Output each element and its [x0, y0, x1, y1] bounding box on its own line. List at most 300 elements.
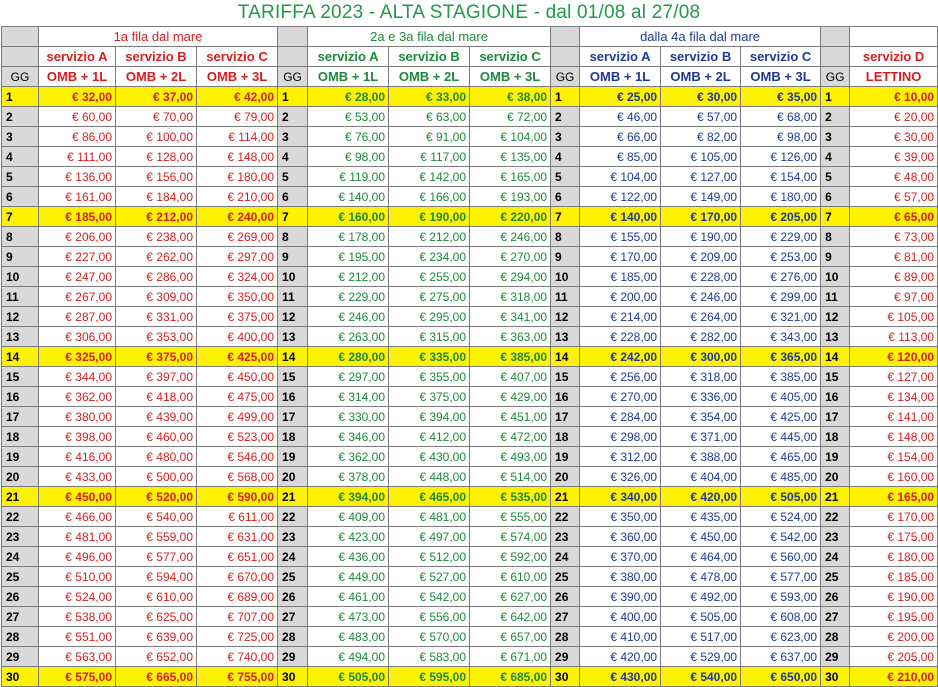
table-row	[2, 407, 938, 427]
price-cell: € 178,00	[308, 227, 389, 247]
price-cell: € 423,00	[308, 527, 389, 547]
day-cell: 25	[278, 567, 308, 587]
price-cell: € 493,00	[470, 447, 551, 467]
price-cell: € 657,00	[470, 627, 551, 647]
price-cell: € 165,00	[850, 487, 938, 507]
service-b-label: servizio B	[116, 47, 197, 67]
price-cell: € 505,00	[741, 487, 821, 507]
price-cell: € 610,00	[116, 587, 197, 607]
price-cell: € 38,00	[470, 87, 551, 107]
price-cell: € 642,00	[470, 607, 551, 627]
day-cell: 12	[278, 307, 308, 327]
price-cell: € 185,00	[850, 567, 938, 587]
price-cell: € 500,00	[116, 467, 197, 487]
price-cell: € 324,00	[197, 267, 278, 287]
price-cell: € 555,00	[470, 507, 551, 527]
combo-header-row	[2, 67, 938, 87]
price-cell: € 229,00	[308, 287, 389, 307]
service-a-label: servizio A	[580, 47, 661, 67]
price-cell: € 312,00	[580, 447, 661, 467]
day-cell: 21	[2, 487, 39, 507]
price-cell: € 570,00	[389, 627, 470, 647]
day-cell: 18	[2, 427, 39, 447]
price-cell: € 117,00	[389, 147, 470, 167]
price-cell: € 409,00	[308, 507, 389, 527]
price-cell: € 104,00	[470, 127, 551, 147]
service-header-row	[2, 47, 938, 67]
price-cell: € 148,00	[850, 427, 938, 447]
tariff-table	[1, 26, 938, 687]
price-cell: € 280,00	[308, 347, 389, 367]
price-cell: € 473,00	[308, 607, 389, 627]
price-cell: € 184,00	[116, 187, 197, 207]
price-cell: € 114,00	[197, 127, 278, 147]
price-cell: € 89,00	[850, 267, 938, 287]
price-cell: € 170,00	[580, 247, 661, 267]
day-cell: 16	[278, 387, 308, 407]
day-cell: 6	[821, 187, 850, 207]
table-row	[2, 107, 938, 127]
price-cell: € 483,00	[308, 627, 389, 647]
day-cell: 19	[2, 447, 39, 467]
price-cell: € 466,00	[39, 507, 116, 527]
day-cell: 2	[278, 107, 308, 127]
price-cell: € 623,00	[741, 627, 821, 647]
price-cell: € 297,00	[308, 367, 389, 387]
price-cell: € 551,00	[39, 627, 116, 647]
price-cell: € 353,00	[116, 327, 197, 347]
price-cell: € 97,00	[850, 287, 938, 307]
price-cell: € 267,00	[39, 287, 116, 307]
day-cell: 10	[278, 267, 308, 287]
day-cell: 8	[2, 227, 39, 247]
day-cell: 30	[2, 667, 39, 687]
price-cell: € 460,00	[116, 427, 197, 447]
price-cell: € 195,00	[308, 247, 389, 267]
price-cell: € 485,00	[741, 467, 821, 487]
price-cell: € 205,00	[741, 207, 821, 227]
gg-header-blank	[2, 47, 39, 67]
day-cell: 6	[551, 187, 580, 207]
price-cell: € 481,00	[39, 527, 116, 547]
price-cell: € 425,00	[741, 407, 821, 427]
price-cell: € 212,00	[116, 207, 197, 227]
price-cell: € 120,00	[850, 347, 938, 367]
price-cell: € 122,00	[580, 187, 661, 207]
price-cell: € 276,00	[741, 267, 821, 287]
price-cell: € 65,00	[850, 207, 938, 227]
gg-header-blank	[821, 27, 850, 47]
price-cell: € 378,00	[308, 467, 389, 487]
price-cell: € 193,00	[470, 187, 551, 207]
price-cell: € 98,00	[308, 147, 389, 167]
price-cell: € 72,00	[470, 107, 551, 127]
day-cell: 22	[2, 507, 39, 527]
price-cell: € 394,00	[308, 487, 389, 507]
price-cell: € 200,00	[850, 627, 938, 647]
price-cell: € 48,00	[850, 167, 938, 187]
price-cell: € 563,00	[39, 647, 116, 667]
price-cell: € 228,00	[580, 327, 661, 347]
price-cell: € 461,00	[308, 587, 389, 607]
day-cell: 6	[278, 187, 308, 207]
price-cell: € 464,00	[661, 547, 741, 567]
price-cell: € 246,00	[661, 287, 741, 307]
price-cell: € 73,00	[850, 227, 938, 247]
service-a-label: servizio A	[308, 47, 389, 67]
price-cell: € 380,00	[580, 567, 661, 587]
day-cell: 8	[551, 227, 580, 247]
price-cell: € 625,00	[116, 607, 197, 627]
day-cell: 28	[278, 627, 308, 647]
price-cell: € 517,00	[661, 627, 741, 647]
price-cell: € 390,00	[580, 587, 661, 607]
price-cell: € 478,00	[661, 567, 741, 587]
price-cell: € 505,00	[308, 667, 389, 687]
day-cell: 23	[278, 527, 308, 547]
price-cell: € 306,00	[39, 327, 116, 347]
combo-label: OMB + 3L	[470, 67, 551, 87]
table-row	[2, 507, 938, 527]
day-cell: 4	[2, 147, 39, 167]
price-cell: € 155,00	[580, 227, 661, 247]
price-cell: € 540,00	[116, 507, 197, 527]
day-cell: 8	[821, 227, 850, 247]
price-cell: € 346,00	[308, 427, 389, 447]
table-row	[2, 267, 938, 287]
table-row	[2, 327, 938, 347]
price-cell: € 275,00	[389, 287, 470, 307]
day-cell: 13	[278, 327, 308, 347]
price-cell: € 671,00	[470, 647, 551, 667]
price-cell: € 104,00	[580, 167, 661, 187]
day-cell: 25	[551, 567, 580, 587]
price-cell: € 650,00	[741, 667, 821, 687]
price-cell: € 535,00	[470, 487, 551, 507]
price-cell: € 35,00	[741, 87, 821, 107]
price-cell: € 725,00	[197, 627, 278, 647]
price-cell: € 228,00	[661, 267, 741, 287]
price-cell: € 253,00	[741, 247, 821, 267]
service-b-label: servizio B	[661, 47, 741, 67]
price-cell: € 180,00	[850, 547, 938, 567]
price-cell: € 209,00	[661, 247, 741, 267]
price-cell: € 81,00	[850, 247, 938, 267]
price-cell: € 481,00	[389, 507, 470, 527]
price-cell: € 450,00	[661, 527, 741, 547]
price-cell: € 238,00	[116, 227, 197, 247]
price-cell: € 494,00	[308, 647, 389, 667]
gg-header-blank	[821, 47, 850, 67]
day-cell: 17	[2, 407, 39, 427]
day-cell: 22	[278, 507, 308, 527]
price-cell: € 53,00	[308, 107, 389, 127]
price-cell: € 287,00	[39, 307, 116, 327]
price-cell: € 407,00	[470, 367, 551, 387]
day-cell: 8	[278, 227, 308, 247]
gg-header: GG	[551, 67, 580, 87]
price-cell: € 689,00	[197, 587, 278, 607]
price-cell: € 512,00	[389, 547, 470, 567]
price-cell: € 299,00	[741, 287, 821, 307]
price-cell: € 385,00	[741, 367, 821, 387]
price-cell: € 140,00	[308, 187, 389, 207]
price-cell: € 214,00	[580, 307, 661, 327]
price-cell: € 154,00	[850, 447, 938, 467]
price-cell: € 394,00	[389, 407, 470, 427]
day-cell: 14	[551, 347, 580, 367]
page-title: TARIFFA 2023 - ALTA STAGIONE - dal 01/08 al 27/08	[237, 2, 701, 23]
price-cell: € 294,00	[470, 267, 551, 287]
day-cell: 3	[2, 127, 39, 147]
day-cell: 14	[278, 347, 308, 367]
price-cell: € 205,00	[850, 647, 938, 667]
price-cell: € 529,00	[661, 647, 741, 667]
price-cell: € 665,00	[116, 667, 197, 687]
price-cell: € 755,00	[197, 667, 278, 687]
price-cell: € 651,00	[197, 547, 278, 567]
price-cell: € 325,00	[39, 347, 116, 367]
price-cell: € 362,00	[308, 447, 389, 467]
table-row	[2, 307, 938, 327]
price-cell: € 450,00	[197, 367, 278, 387]
price-cell: € 388,00	[661, 447, 741, 467]
table-row	[2, 527, 938, 547]
day-cell: 2	[821, 107, 850, 127]
price-cell: € 30,00	[850, 127, 938, 147]
price-cell: € 170,00	[661, 207, 741, 227]
price-cell: € 37,00	[116, 87, 197, 107]
price-cell: € 520,00	[116, 487, 197, 507]
price-cell: € 247,00	[39, 267, 116, 287]
combo-label: OMB + 1L	[308, 67, 389, 87]
group-header-row	[2, 27, 938, 47]
price-cell: € 85,00	[580, 147, 661, 167]
price-cell: € 185,00	[39, 207, 116, 227]
price-cell: € 242,00	[580, 347, 661, 367]
price-cell: € 360,00	[580, 527, 661, 547]
group-label-4a-fila: dalla 4a fila dal mare	[580, 27, 821, 47]
price-cell: € 560,00	[741, 547, 821, 567]
price-cell: € 451,00	[470, 407, 551, 427]
price-cell: € 180,00	[741, 187, 821, 207]
price-cell: € 556,00	[389, 607, 470, 627]
table-row	[2, 387, 938, 407]
price-cell: € 229,00	[741, 227, 821, 247]
price-cell: € 583,00	[389, 647, 470, 667]
price-cell: € 331,00	[116, 307, 197, 327]
day-cell: 22	[551, 507, 580, 527]
price-cell: € 297,00	[197, 247, 278, 267]
table-row	[2, 487, 938, 507]
table-row	[2, 647, 938, 667]
price-cell: € 142,00	[389, 167, 470, 187]
price-cell: € 32,00	[39, 87, 116, 107]
price-cell: € 631,00	[197, 527, 278, 547]
table-row	[2, 467, 938, 487]
day-cell: 20	[551, 467, 580, 487]
price-cell: € 141,00	[850, 407, 938, 427]
day-cell: 27	[2, 607, 39, 627]
day-cell: 10	[821, 267, 850, 287]
price-cell: € 336,00	[661, 387, 741, 407]
price-cell: € 315,00	[389, 327, 470, 347]
day-cell: 18	[278, 427, 308, 447]
day-cell: 5	[278, 167, 308, 187]
price-cell: € 707,00	[197, 607, 278, 627]
day-cell: 29	[551, 647, 580, 667]
day-cell: 22	[821, 507, 850, 527]
day-cell: 1	[278, 87, 308, 107]
price-cell: € 546,00	[197, 447, 278, 467]
price-cell: € 398,00	[39, 427, 116, 447]
price-cell: € 540,00	[661, 667, 741, 687]
price-cell: € 20,00	[850, 107, 938, 127]
price-cell: € 365,00	[741, 347, 821, 367]
price-cell: € 298,00	[580, 427, 661, 447]
price-cell: € 270,00	[470, 247, 551, 267]
price-cell: € 210,00	[197, 187, 278, 207]
price-cell: € 30,00	[661, 87, 741, 107]
price-cell: € 436,00	[308, 547, 389, 567]
price-cell: € 300,00	[661, 347, 741, 367]
day-cell: 2	[2, 107, 39, 127]
price-cell: € 269,00	[197, 227, 278, 247]
table-row	[2, 607, 938, 627]
price-cell: € 450,00	[39, 487, 116, 507]
combo-label: OMB + 3L	[741, 67, 821, 87]
price-cell: € 60,00	[39, 107, 116, 127]
price-cell: € 190,00	[850, 587, 938, 607]
price-cell: € 433,00	[39, 467, 116, 487]
price-cell: € 524,00	[741, 507, 821, 527]
table-row	[2, 247, 938, 267]
price-cell: € 335,00	[389, 347, 470, 367]
price-cell: € 480,00	[116, 447, 197, 467]
gg-header-blank	[2, 27, 39, 47]
table-row	[2, 347, 938, 367]
day-cell: 3	[278, 127, 308, 147]
day-cell: 13	[821, 327, 850, 347]
price-cell: € 514,00	[470, 467, 551, 487]
price-cell: € 448,00	[389, 467, 470, 487]
price-cell: € 160,00	[850, 467, 938, 487]
day-cell: 15	[2, 367, 39, 387]
day-cell: 10	[2, 267, 39, 287]
price-cell: € 354,00	[661, 407, 741, 427]
price-cell: € 740,00	[197, 647, 278, 667]
price-cell: € 246,00	[308, 307, 389, 327]
combo-label: OMB + 3L	[197, 67, 278, 87]
price-cell: € 33,00	[389, 87, 470, 107]
price-cell: € 568,00	[197, 467, 278, 487]
price-cell: € 412,00	[389, 427, 470, 447]
table-row	[2, 167, 938, 187]
price-cell: € 497,00	[389, 527, 470, 547]
service-d-label: servizio D	[850, 47, 938, 67]
price-cell: € 400,00	[197, 327, 278, 347]
price-cell: € 611,00	[197, 507, 278, 527]
price-cell: € 255,00	[389, 267, 470, 287]
day-cell: 12	[821, 307, 850, 327]
price-cell: € 429,00	[470, 387, 551, 407]
day-cell: 25	[2, 567, 39, 587]
table-row	[2, 87, 938, 107]
price-cell: € 524,00	[39, 587, 116, 607]
day-cell: 26	[551, 587, 580, 607]
price-cell: € 91,00	[389, 127, 470, 147]
table-row	[2, 147, 938, 167]
price-cell: € 577,00	[741, 567, 821, 587]
day-cell: 4	[821, 147, 850, 167]
day-cell: 23	[551, 527, 580, 547]
day-cell: 5	[821, 167, 850, 187]
price-cell: € 105,00	[850, 307, 938, 327]
price-cell: € 595,00	[389, 667, 470, 687]
table-row	[2, 667, 938, 687]
price-cell: € 76,00	[308, 127, 389, 147]
price-cell: € 472,00	[470, 427, 551, 447]
day-cell: 21	[278, 487, 308, 507]
combo-label: OMB + 2L	[116, 67, 197, 87]
day-cell: 28	[2, 627, 39, 647]
price-cell: € 309,00	[116, 287, 197, 307]
day-cell: 7	[278, 207, 308, 227]
service-c-label: servizio C	[197, 47, 278, 67]
price-cell: € 210,00	[850, 667, 938, 687]
day-cell: 15	[551, 367, 580, 387]
day-cell: 26	[2, 587, 39, 607]
price-cell: € 318,00	[470, 287, 551, 307]
day-cell: 20	[2, 467, 39, 487]
price-cell: € 314,00	[308, 387, 389, 407]
price-cell: € 523,00	[197, 427, 278, 447]
price-cell: € 594,00	[116, 567, 197, 587]
price-cell: € 355,00	[389, 367, 470, 387]
price-cell: € 637,00	[741, 647, 821, 667]
day-cell: 11	[278, 287, 308, 307]
price-cell: € 286,00	[116, 267, 197, 287]
day-cell: 19	[278, 447, 308, 467]
price-cell: € 227,00	[39, 247, 116, 267]
table-row	[2, 627, 938, 647]
price-cell: € 670,00	[197, 567, 278, 587]
price-cell: € 350,00	[580, 507, 661, 527]
price-cell: € 263,00	[308, 327, 389, 347]
combo-label: OMB + 1L	[39, 67, 116, 87]
table-row	[2, 287, 938, 307]
day-cell: 11	[821, 287, 850, 307]
day-cell: 9	[278, 247, 308, 267]
day-cell: 26	[821, 587, 850, 607]
price-cell: € 610,00	[470, 567, 551, 587]
price-cell: € 343,00	[741, 327, 821, 347]
table-row	[2, 587, 938, 607]
price-cell: € 475,00	[197, 387, 278, 407]
day-cell: 9	[551, 247, 580, 267]
day-cell: 7	[551, 207, 580, 227]
price-cell: € 39,00	[850, 147, 938, 167]
price-cell: € 86,00	[39, 127, 116, 147]
day-cell: 5	[2, 167, 39, 187]
price-cell: € 574,00	[470, 527, 551, 547]
day-cell: 29	[278, 647, 308, 667]
day-cell: 11	[2, 287, 39, 307]
price-cell: € 262,00	[116, 247, 197, 267]
combo-label: OMB + 2L	[389, 67, 470, 87]
price-cell: € 212,00	[389, 227, 470, 247]
combo-label: OMB + 2L	[661, 67, 741, 87]
